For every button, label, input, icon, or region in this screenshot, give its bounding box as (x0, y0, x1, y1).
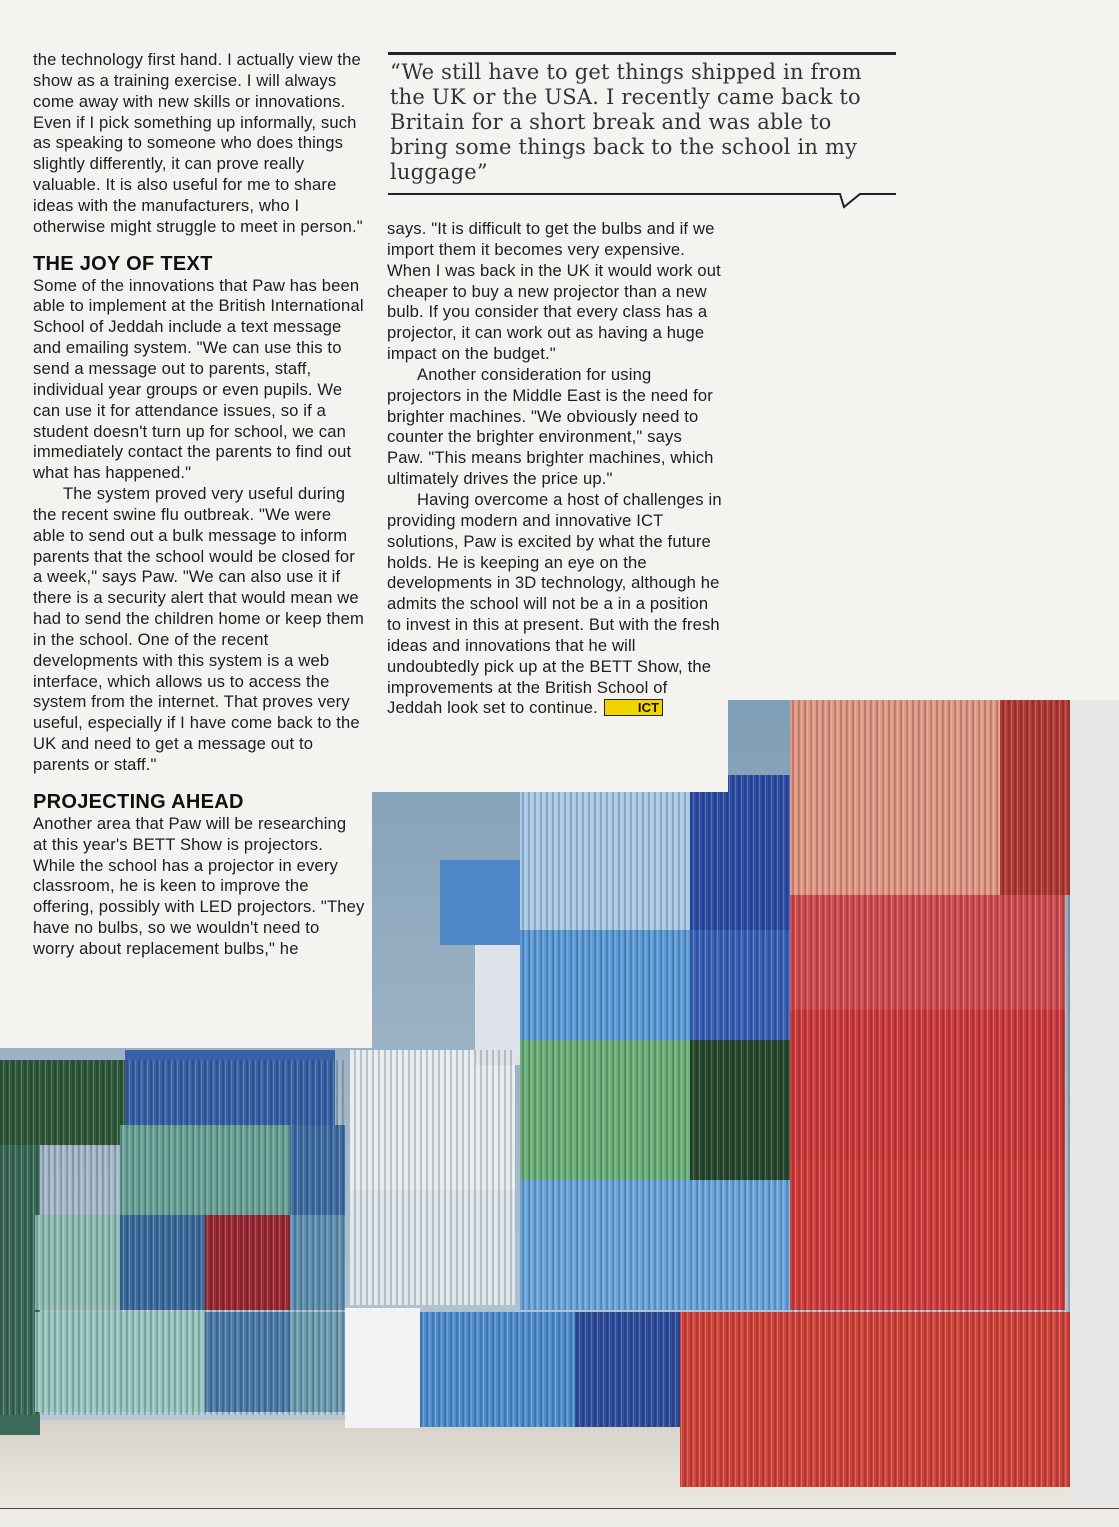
paragraph (387, 490, 722, 719)
paragraph-text: Having overcome a host of challenges in providing modern and innovative ICT solutions, Paw is excited by what the future holds. He is keeping an eye on the developments in 3D technology, although he admits the school will not be a in a position to invest in this at present. But with the fresh ideas and innovations that he will undoubtedly pick up at the BETT Show, the improvements at the British School of Jeddah look set to continue. (387, 489, 722, 718)
speech-bubble-tail (388, 193, 898, 213)
pull-quote: “We still have to get things shipped in from the UK or the USA. I recently came back to Britain for a short break and was able to bring some things back to the school in my luggage” (390, 60, 862, 184)
paragraph: The system proved very useful during the recent swine flu outbreak. "We were able to send out a bulk message to inform parents that the school would be closed for a week," says Paw. "We can also use it if there is a security alert that would mean we had to send the children home or keep them in the school. One of the recent developments with this system is a web interface, which allows us to access the system from the internet. That proves very useful, especially if I have come back to the UK and need to get a message out to parents or staff." (33, 484, 365, 774)
paragraph: the technology first hand. I actually view the show as a training exercise. I will always come away with new skills or innovations. Even if I pick something up informally, such as speaking to someone who does things slightly differently, it can prove really valuable. It is also useful for me to share ideas with the manufacturers, who I otherwise might struggle to meet in person." (33, 50, 363, 236)
page-bottom-rule (0, 1508, 1119, 1509)
section-heading: THE JOY OF TEXT (33, 252, 213, 275)
section-heading: PROJECTING AHEAD (33, 790, 244, 813)
paragraph: Another consideration for using projectors in the Middle East is the need for brighter machines. "We obviously need to counter the brighter environment," says Paw. "This means brighter machines, which ultimately drives the price up." (387, 364, 714, 489)
left-column (33, 50, 365, 960)
left-container-stacks (0, 1050, 345, 1435)
paragraph: Some of the innovations that Paw has been able to implement at the British International School of Jeddah include a text message and emailing system. "We can use this to send a message out to parents, staff, individual year groups or even pupils. We can use it for attendance issues, so if a student doesn't turn up for school, we can immediately contact the parents to find out what has happened." (33, 275, 364, 483)
paragraph: says. "It is difficult to get the bulbs and if we import them it becomes very expensive. When I was back in the UK it would work out cheaper to buy a new projector than a new bulb. If you consider that every class has a projector, it can work out as having a huge impact on the budget." (387, 219, 721, 364)
quote-rule (388, 52, 896, 55)
middle-column (387, 219, 722, 719)
paragraph: Another area that Paw will be researching at this year's BETT Show is projectors. While the school has a projector in every classroom, he is keen to improve the offering, possibly with LED projectors. "They have no bulbs, so we wouldn't need to worry about replacement bulbs," he (33, 813, 365, 958)
ict-end-mark: ICT (604, 699, 663, 716)
